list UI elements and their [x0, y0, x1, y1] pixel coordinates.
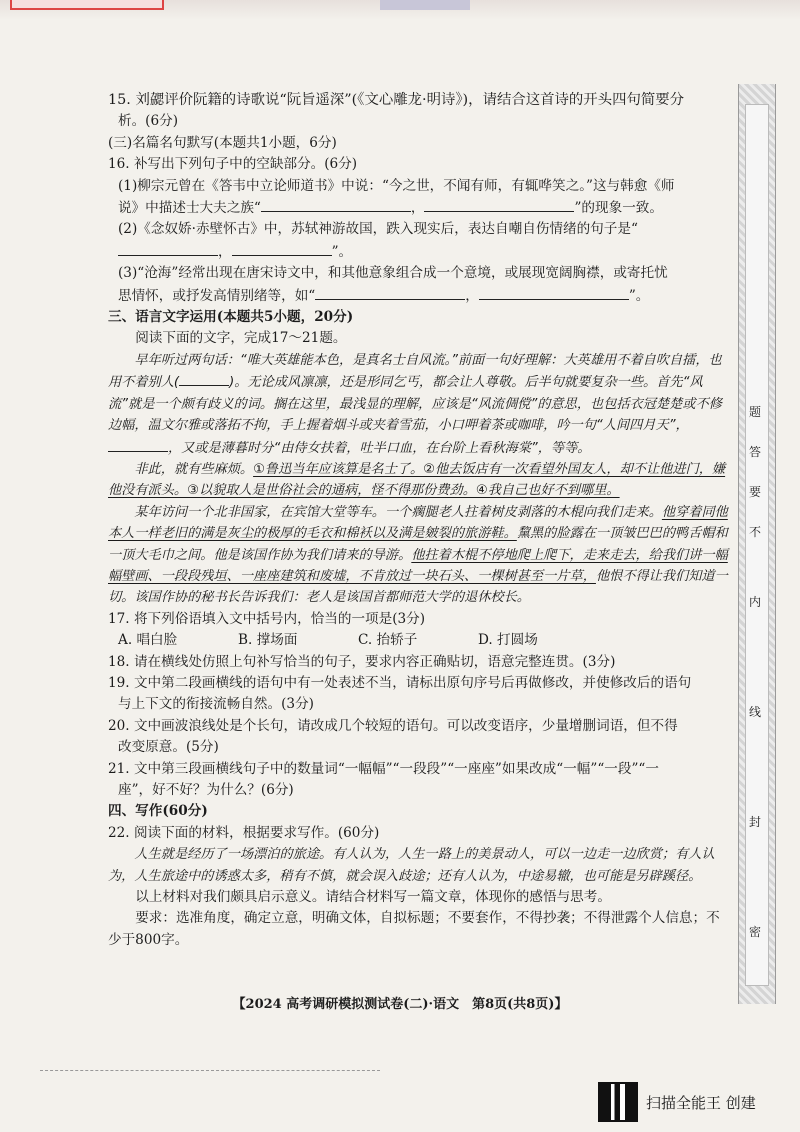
q16-part3-line2: 思情怀，或抒发高情别绪等，如“ ， ”。 [108, 285, 728, 307]
q17-option-c[interactable]: C. 抬轿子 [358, 632, 418, 649]
q16-title: 16. 补写出下列句子中的空缺部分。(6分) [108, 156, 358, 173]
watermark-text: 扫描全能王 创建 [646, 1093, 756, 1112]
section-recitation-heading: (三)名篇名句默写(本题共1小题，6分) [108, 134, 337, 151]
answer-blank[interactable] [315, 285, 465, 300]
q16-part2: (2)《念奴娇·赤壁怀古》中，苏轼神游故国，跌入现实后，表达自嘲自伤情绪的句子是“， ”。 [118, 221, 638, 260]
bracket-blank[interactable] [179, 371, 229, 386]
answer-blank[interactable] [232, 241, 332, 256]
passage-para3: 某年访问一个北非国家，在宾馆大堂等车。一个瘸腿老人拄着树皮剥落的木棍向我们走来。他穿着同他本人一样老旧的满是灰尘的极厚的毛衣和棉袄以及满是皴裂的旅游鞋。黧黑的脸露在一顶皱巴巴的鸭舌帽和一顶大毛巾之间。他是该国作协为我们请来的导游。他拄着木棍不停地爬上爬下，走来走去，给我们讲一幅幅壁画、一段段残垣、一座座建筑和废墟，不肯放过一块石头、一棵树甚至一片草，他恨不得让我们知道一切。该国作协的秘书长告诉我们：老人是该国首都师范大学的退休校长。 [108, 504, 728, 606]
q21-line2: 座”，好不好？为什么？(6分) [118, 782, 294, 798]
q21-line1: 21. 文中第三段画横线句子中的数量词“一幅幅”“一段段”“一座座”如果改成“一幅”“一段”“一 [108, 760, 659, 777]
q16-part1-line2: 说》中描述士大夫之族“ ， ”的现象一致。 [108, 197, 728, 219]
reading-passage [108, 350, 728, 609]
q19-line1: 19. 文中第二段画横线的语句中有一处表述不当，请标出原句序号后再做修改，并使修改后的语句 [108, 674, 692, 691]
answer-blank[interactable] [424, 197, 574, 212]
scanner-watermark [598, 1082, 756, 1122]
q20-line2: 改变原意。(5分) [118, 739, 219, 756]
q17-option-b[interactable]: B. 撑场面 [238, 632, 298, 649]
stamp-band [380, 0, 470, 10]
red-header-band [10, 0, 164, 10]
strip-char: 密 [749, 925, 762, 939]
passage-para2: 非此，就有些麻烦。①鲁迅当年应该算是名士了。②他去饭店有一次看望外国友人，却不让他进门，嫌他没有派头。③以貌取人是世俗社会的通病，怪不得那份费劲。④我自己也好不到哪里。 [108, 461, 726, 499]
q22-requirements: 要求：选准角度，确定立意，明确文体，自拟标题；不要套作，不得抄袭；不得泄露个人信息；不少于800字。 [108, 910, 720, 948]
strip-char: 内 [749, 595, 762, 609]
q15-line2: 析。(6分) [118, 113, 179, 130]
qr-code-icon [598, 1082, 638, 1122]
q17-options [108, 630, 728, 651]
answer-blank[interactable] [479, 285, 629, 300]
strip-char: 答 [749, 445, 762, 459]
section-language-heading: 三、语言文字运用(本题共5小题，20分) [108, 309, 354, 326]
answer-blank[interactable] [118, 241, 218, 256]
exam-page [108, 90, 728, 951]
q16-part3-line1: (3)“沧海”经常出现在唐宋诗文中，和其他意象组合成一个意境，或展现宽阔胸襟，或寄托忧 [118, 265, 668, 282]
q15-line1: 15. 刘勰评价阮籍的诗歌说“阮旨遥深”(《文心雕龙·明诗》)，请结合这首诗的开头四句简要分 [108, 92, 685, 108]
dashed-divider [40, 1070, 380, 1071]
answer-blank[interactable] [261, 197, 411, 212]
strip-char: 题 [749, 405, 762, 419]
q20-line1: 20. 文中画波浪线处是个长句，请改成几个较短的语句。可以改变语序，少量增删词语，但不得 [108, 717, 678, 734]
scan-top-edge [0, 0, 800, 20]
q22-material: 人生就是经历了一场漂泊的旅途。有人认为，人生一路上的美景动人，可以一边走一边欣赏；有人认为，人生旅途中的诱惑太多，稍有不慎，就会误入歧途；还有人认为，中途易辙，也可能是另辟蹊径。 [108, 847, 715, 884]
strip-char: 封 [749, 815, 762, 829]
reading-intro: 阅读下面的文字，完成17～21题。 [135, 330, 347, 347]
page-footer: 【2024 高考调研模拟测试卷(二)·语文 第8页(共8页)】 [232, 997, 568, 1012]
imitation-blank[interactable] [108, 437, 168, 452]
q16-part1-line1: (1)柳宗元曾在《答韦中立论师道书》中说：“今之世，不闻有师，有辄哗笑之。”这与韩愈《师 [118, 177, 675, 194]
q17-title: 17. 将下列俗语填入文中括号内，恰当的一项是(3分) [108, 610, 426, 627]
q19-line2: 与上下文的衔接流畅自然。(3分) [118, 696, 314, 713]
q17-option-a[interactable]: A. 唱白脸 [118, 632, 178, 649]
section-writing-heading: 四、写作(60分) [108, 803, 208, 820]
strip-char: 不 [749, 525, 762, 539]
passage-para1: 早年听过两句话：“唯大英雄能本色，是真名士自风流。”前面一句好理解：大英雄用不着自吹自擂，也用不着别人( )。无论成风凛凛，还是形同乞丐，都会让人尊敬。后半句就要复杂一些。首先“风流”就是一个颇有歧义的词。搁在这里，最浅显的理解，应该是“风流倜傥”的意思，也包括衣冠楚楚或不修边幅，温文尔雅或落拓不拘，手上握着烟斗或夹着雪茄，小口呷着茶或咖啡，吟一句“人间四月天”，，又或是薄暮时分“由侍女扶着，吐半口血，在台阶上看秋海棠”，等等。 [108, 352, 722, 456]
strip-char: 要 [749, 485, 762, 499]
q18: 18. 请在横线处仿照上句补写恰当的句子，要求内容正确贴切，语意完整连贯。(3分) [108, 653, 616, 670]
strip-char: 线 [749, 705, 762, 719]
q22-inspiration: 以上材料对我们颇具启示意义。请结合材料写一篇文章，体现你的感悟与思考。 [135, 889, 611, 906]
binding-strip-inner [745, 104, 769, 986]
binding-strip [738, 84, 776, 1004]
q17-option-d[interactable]: D. 打圆场 [478, 632, 538, 649]
q22-title: 22. 阅读下面的材料，根据要求写作。(60分) [108, 824, 380, 841]
